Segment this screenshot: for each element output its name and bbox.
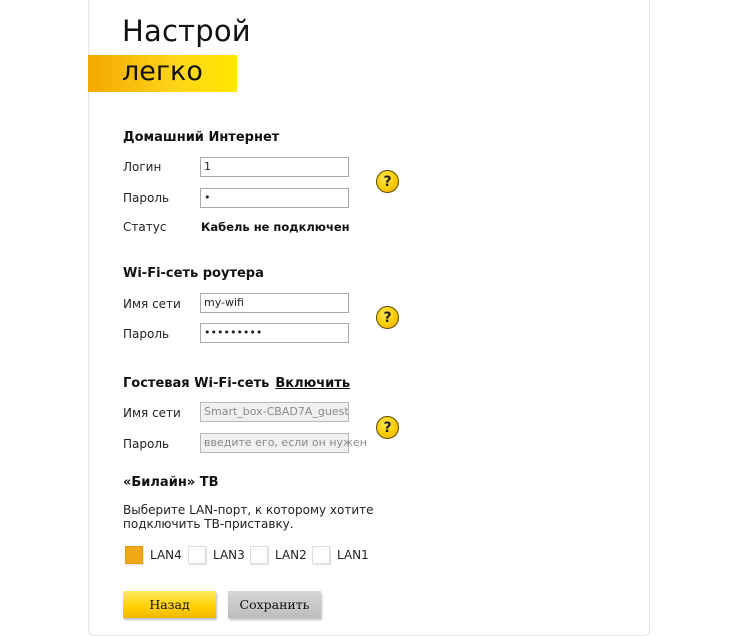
login-field[interactable]: 1 [200,157,349,177]
help-icon-internet[interactable]: ? [376,170,399,193]
section-title-guest-wifi [123,376,350,391]
section-title-home-internet: Домашний Интернет [123,130,280,145]
lan2-checkbox[interactable] [250,546,268,564]
lan1-checkbox[interactable] [312,546,330,564]
enable-guest-wifi-link[interactable]: Включить [275,376,351,391]
lan4-label: LAN4 [150,548,182,562]
help-icon-wifi[interactable]: ? [376,306,399,329]
internet-password-label: Пароль [123,191,170,205]
lan1-label: LAN1 [337,548,369,562]
lan-port-option[interactable] [312,546,369,564]
status-label: Статус [123,220,167,234]
guest-password-label: Пароль [123,437,170,451]
lan-port-option[interactable] [125,546,182,564]
logo-subtitle: легко [122,56,203,87]
guest-wifi-title-text: Гостевая Wi-Fi-сеть [123,376,270,391]
lan-port-option[interactable] [250,546,307,564]
guest-ssid-label: Имя сети [123,406,181,420]
section-title-router-wifi: Wi-Fi-сеть роутера [123,266,264,281]
section-title-beeline-tv: «Билайн» ТВ [123,475,219,490]
save-button[interactable]: Сохранить [228,591,321,618]
lan3-checkbox[interactable] [188,546,206,564]
tv-description: Выберите LAN-порт, к которому хотите подключить ТВ-приставку. [123,503,374,531]
settings-card [88,0,650,636]
wifi-password-label: Пароль [123,327,170,341]
lan2-label: LAN2 [275,548,307,562]
wifi-ssid-label: Имя сети [123,297,181,311]
lan3-label: LAN3 [213,548,245,562]
internet-password-field[interactable]: • [200,188,349,208]
help-icon-guest-wifi[interactable]: ? [376,416,399,439]
status-value: Кабель не подключен [201,220,350,234]
guest-password-field[interactable]: введите его, если он нужен [200,433,349,453]
back-button[interactable]: Назад [123,591,216,618]
logo-title: Настрой [122,14,251,48]
guest-ssid-field[interactable]: Smart_box-CBAD7A_guest [200,402,349,422]
wifi-password-field[interactable]: ••••••••• [200,323,349,343]
lan-port-option[interactable] [188,546,245,564]
wifi-ssid-field[interactable]: my-wifi [200,293,349,313]
login-label: Логин [123,160,162,174]
lan4-checkbox[interactable] [125,546,143,564]
